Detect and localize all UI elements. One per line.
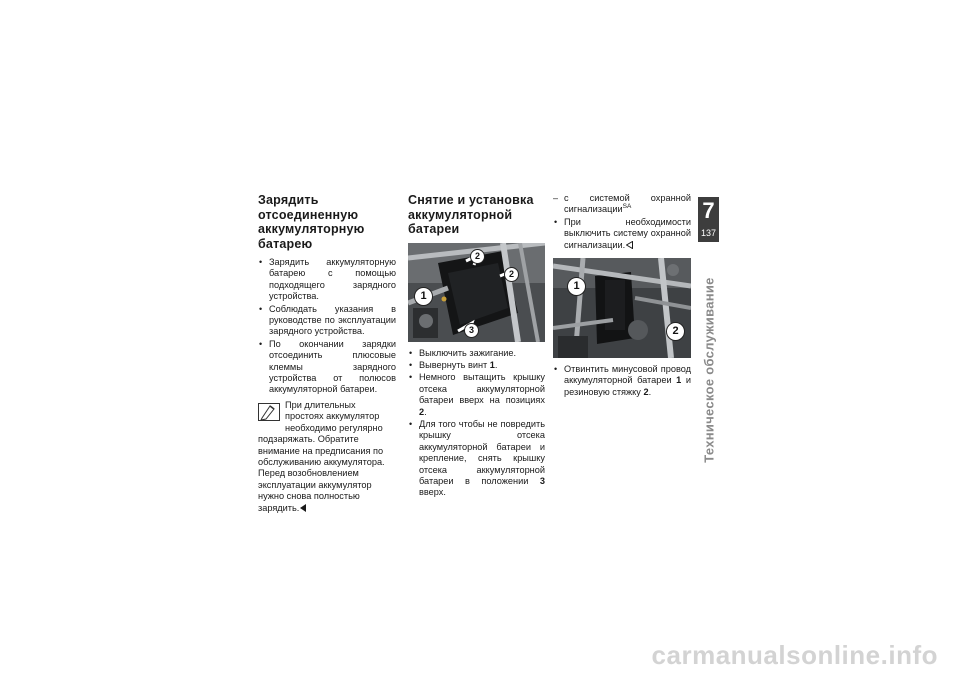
list-item: • Соблюдать указания в руководстве по эксплуатации зарядного устройства. (258, 304, 396, 338)
callout-3: 3 (464, 323, 479, 338)
list-item: • Для того чтобы не повредить крышку отсека аккумуляторной батареи и крепление, снять крышку отсека аккумуляторной батареи в положении 3 вверх. (408, 419, 545, 499)
terminal-steps-list (553, 364, 691, 398)
list-item: • Вывернуть винт 1. (408, 360, 545, 371)
note-text: При длительных простоях аккумулятор необходимо регулярно подзаряжать. Обратите внимание на предписания по обслуживанию аккумулятора. Перед возобновлением эксплуатации аккумулятор нужно снова полностью зарядить. (258, 399, 385, 513)
list-item: • По окончании зарядки отсоединить плюсовые клеммы зарядного устройства от полюсов аккумуляторной батареи. (258, 339, 396, 396)
chapter-number: 7 (702, 198, 715, 223)
battery-terminal-photo (553, 258, 691, 358)
charge-steps-list (258, 257, 396, 396)
callout-1: 1 (414, 287, 433, 306)
page-number: 137 (700, 228, 717, 238)
removal-steps-list (408, 348, 545, 499)
list-item: • При необходимости выключить систему охранной сигнализации. (553, 217, 691, 251)
list-item: • Зарядить аккумуляторную батарею с помощью подходящего зарядного устройства. (258, 257, 396, 303)
column-1 (258, 193, 396, 514)
column-2 (408, 193, 545, 500)
note-block (258, 400, 396, 514)
callout-1: 1 (567, 277, 586, 296)
callout-2: 2 (666, 322, 685, 341)
list-item: • Немного вытащить крышку отсека аккумуляторной батареи вверх на позициях 2. (408, 372, 545, 418)
battery-cover-photo (408, 243, 545, 342)
callout-2b: 2 (504, 267, 519, 282)
section-title-charge-battery: Зарядить отсоединенную аккумуляторную батарею (258, 193, 365, 251)
list-item: • Отвинтить минусовой провод аккумуляторной батареи 1 и резиновую стяжку 2. (553, 364, 691, 398)
list-item: – с системой охранной сигнализации$^{SA}$ (553, 193, 691, 216)
column-3 (553, 193, 691, 399)
watermark: carmanualsonline.info (651, 640, 938, 670)
alarm-steps-list (553, 193, 691, 251)
callout-2a: 2 (470, 249, 485, 264)
end-of-section-icon (300, 504, 306, 512)
chapter-side-title: Техническое обслуживание (701, 277, 717, 463)
end-of-section-icon (626, 241, 633, 249)
list-item: • Выключить зажигание. (408, 348, 545, 359)
note-pencil-icon (258, 403, 280, 421)
section-title-battery-removal: Снятие и установка аккумуляторной батареи (408, 193, 534, 236)
special-accessory-marker: SA (622, 203, 632, 211)
